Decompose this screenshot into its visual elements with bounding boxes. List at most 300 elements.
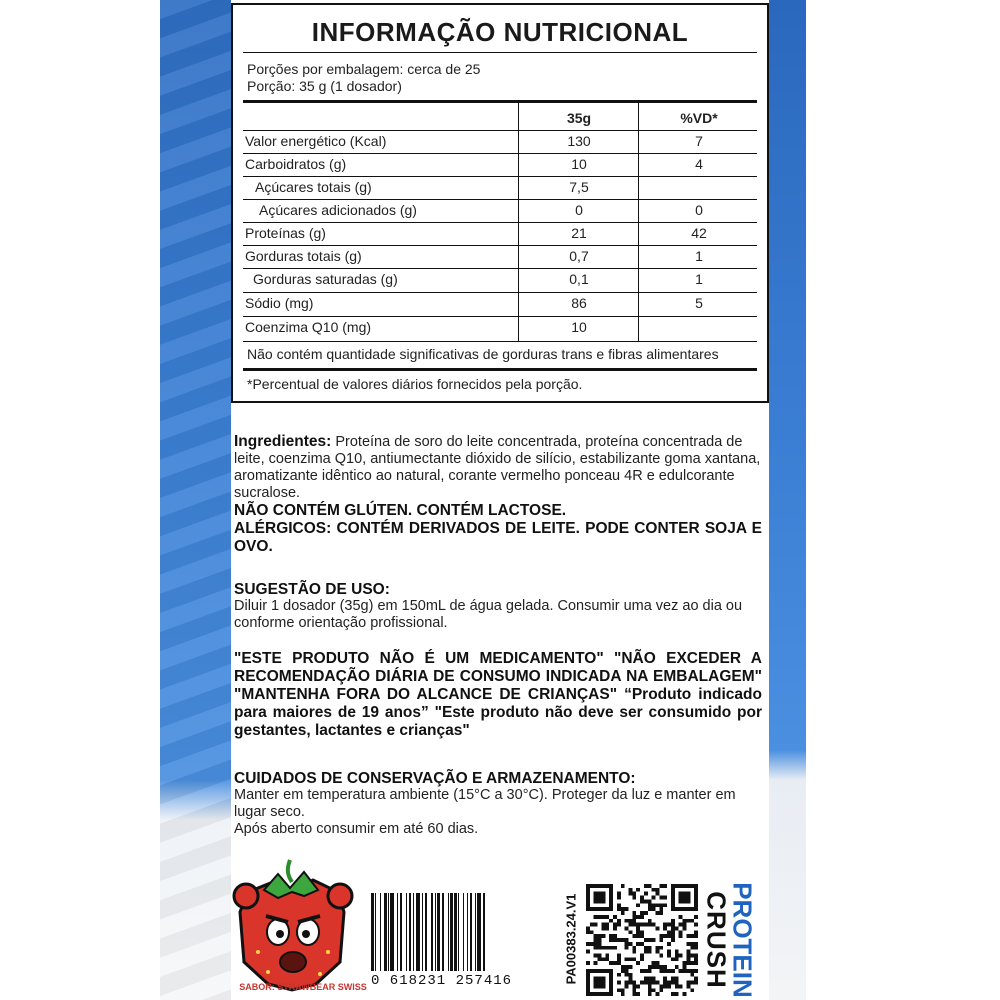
ingredients-text: Proteína de soro do leite concentrada, proteína concentrada de leite, coenzima Q10, antiumectante dióxido de silício, estabilizante goma xantana, aromatizante idêntico ao natural, corante vermelho ponceau 4R e edulcorante sucralose. [234, 434, 761, 501]
row-divider [243, 292, 757, 293]
row-divider [243, 130, 757, 131]
qr-module [648, 946, 652, 950]
servings-per-package: Porções por embalagem: cerca de 25 [247, 61, 481, 77]
qr-module [613, 938, 617, 942]
qr-module [690, 946, 694, 950]
qr-module [640, 954, 644, 958]
qr-module [609, 919, 613, 923]
column-header-dv: %VD* [680, 110, 718, 126]
brand-line-1: PROTEIN [727, 882, 758, 998]
qr-module [613, 915, 617, 919]
qr-module [648, 981, 652, 985]
qr-module [683, 961, 687, 965]
qr-module [644, 981, 648, 985]
row-label: Proteínas (g) [245, 225, 326, 241]
row-divider [243, 153, 757, 154]
barcode-bar [483, 893, 486, 971]
qr-module [617, 981, 621, 985]
qr-module [609, 961, 613, 965]
qr-module [644, 938, 648, 942]
qr-module [625, 965, 629, 969]
qr-module [644, 923, 648, 927]
qr-module [671, 923, 675, 927]
qr-module [686, 984, 690, 988]
qr-module [632, 992, 636, 996]
qr-module [690, 934, 694, 938]
qr-module [656, 981, 660, 985]
qr-module [675, 992, 679, 996]
strawberry-bear-mascot [228, 852, 358, 1000]
qr-module [652, 923, 656, 927]
qr-module [625, 946, 629, 950]
qr-module [628, 923, 632, 927]
qr-module [679, 969, 683, 973]
qr-module [632, 923, 636, 927]
qr-module [621, 988, 625, 992]
qr-module [640, 915, 644, 919]
row-dv: 42 [691, 225, 707, 241]
qr-module [636, 926, 640, 930]
qr-module [686, 919, 690, 923]
qr-module [659, 907, 663, 911]
qr-module [690, 919, 694, 923]
qr-module [663, 923, 667, 927]
qr-module [675, 954, 679, 958]
qr-module [686, 969, 690, 973]
qr-module [694, 969, 698, 973]
qr-module [594, 915, 598, 919]
qr-module [640, 942, 644, 946]
gluten-lactose-statement: NÃO CONTÉM GLÚTEN. CONTÉM LACTOSE. [234, 502, 567, 519]
nutrition-title: INFORMAÇÃO NUTRICIONAL [311, 17, 689, 47]
qr-module [601, 923, 605, 927]
qr-module [683, 926, 687, 930]
qr-module [675, 965, 679, 969]
qr-module [632, 984, 636, 988]
qr-module [632, 988, 636, 992]
qr-module [640, 969, 644, 973]
qr-module [679, 954, 683, 958]
column-header-amount: 35g [566, 110, 592, 126]
qr-module [683, 969, 687, 973]
qr-module [679, 915, 683, 919]
qr-module [621, 938, 625, 942]
qr-module [648, 969, 652, 973]
barcode [371, 893, 561, 999]
qr-module [663, 981, 667, 985]
qr-module [671, 930, 675, 934]
qr-module [609, 934, 613, 938]
qr-module [632, 946, 636, 950]
qr-module [644, 977, 648, 981]
qr-module [628, 957, 632, 961]
qr-module [632, 892, 636, 896]
qr-module [659, 965, 663, 969]
row-divider [243, 316, 757, 317]
qr-module [667, 923, 671, 927]
row-amount: 86 [571, 295, 587, 311]
qr-module [690, 954, 694, 958]
thick-divider [243, 100, 757, 103]
qr-module [656, 946, 660, 950]
qr-module [671, 977, 675, 981]
barcode-number: 0 618231 257416 [371, 973, 513, 989]
qr-module [648, 919, 652, 923]
qr-module [594, 923, 598, 927]
qr-module [632, 934, 636, 938]
qr-module [644, 946, 648, 950]
qr-module [594, 934, 598, 938]
qr-module [625, 981, 629, 985]
qr-finder-core [679, 892, 691, 904]
qr-module [671, 981, 675, 985]
qr-module [659, 896, 663, 900]
qr-module [617, 954, 621, 958]
qr-module [586, 950, 590, 954]
qr-module [621, 911, 625, 915]
qr-module [690, 961, 694, 965]
row-divider [243, 222, 757, 223]
qr-finder-core [594, 977, 606, 989]
qr-module [605, 957, 609, 961]
qr-module [640, 923, 644, 927]
ingredients-block [234, 433, 762, 556]
qr-module [675, 926, 679, 930]
qr-module [601, 957, 605, 961]
qr-module [594, 942, 598, 946]
qr-module [686, 934, 690, 938]
qr-module [632, 981, 636, 985]
row-amount: 0 [575, 202, 583, 218]
qr-module [636, 915, 640, 919]
qr-module [621, 992, 625, 996]
row-dv: 7 [695, 133, 703, 149]
row-divider [243, 176, 757, 177]
qr-module [640, 899, 644, 903]
qr-module [598, 954, 602, 958]
package-left-edge [160, 0, 232, 1000]
row-dv: 5 [695, 295, 703, 311]
qr-module [694, 954, 698, 958]
qr-module [686, 954, 690, 958]
qr-module [628, 919, 632, 923]
qr-module [628, 888, 632, 892]
qr-module [667, 969, 671, 973]
qr-module [663, 884, 667, 888]
row-label: Carboidratos (g) [245, 156, 347, 172]
divider [243, 52, 757, 53]
thick-divider [243, 368, 757, 371]
qr-module [628, 973, 632, 977]
qr-module [675, 950, 679, 954]
qr-module [659, 938, 663, 942]
qr-module [659, 946, 663, 950]
qr-module [628, 981, 632, 985]
qr-module [636, 923, 640, 927]
qr-module [659, 903, 663, 907]
qr-module [648, 923, 652, 927]
qr-module [609, 946, 613, 950]
qr-module [644, 950, 648, 954]
allergen-statement: ALÉRGICOS: CONTÉM DERIVADOS DE LEITE. PODE CONTER SOJA E OVO. [234, 520, 762, 555]
qr-module [671, 926, 675, 930]
qr-module [671, 919, 675, 923]
qr-module [659, 934, 663, 938]
qr-module [636, 992, 640, 996]
nutrition-table [231, 3, 769, 403]
ingredients-label: Ingredientes: [234, 433, 332, 450]
qr-module [617, 923, 621, 927]
row-label: Açúcares adicionados (g) [259, 202, 417, 218]
qr-module [644, 884, 648, 888]
qr-module [690, 973, 694, 977]
qr-module [663, 896, 667, 900]
qr-module [594, 954, 598, 958]
lot-code [560, 880, 582, 998]
qr-module [640, 981, 644, 985]
qr-module [648, 977, 652, 981]
qr-module [648, 988, 652, 992]
qr-module [617, 961, 621, 965]
usage-block [234, 581, 762, 632]
barcode-bars [371, 893, 561, 971]
row-divider [243, 199, 757, 200]
qr-module [648, 984, 652, 988]
qr-module [617, 957, 621, 961]
row-dv: 1 [695, 248, 703, 264]
qr-module [679, 923, 683, 927]
qr-module [617, 938, 621, 942]
qr-module [663, 969, 667, 973]
qr-module [644, 899, 648, 903]
qr-module [671, 957, 675, 961]
qr-module [694, 915, 698, 919]
qr-module [648, 903, 652, 907]
qr-module [683, 923, 687, 927]
qr-module [625, 973, 629, 977]
qr-module [632, 896, 636, 900]
qr-module [632, 950, 636, 954]
serving-size: Porção: 35 g (1 dosador) [247, 78, 402, 94]
qr-module [636, 930, 640, 934]
qr-module [632, 911, 636, 915]
qr-module [683, 965, 687, 969]
qr-module [621, 884, 625, 888]
qr-module [636, 934, 640, 938]
qr-module [617, 988, 621, 992]
qr-module [636, 942, 640, 946]
qr-module [644, 969, 648, 973]
qr-module [617, 973, 621, 977]
storage-shelf-life: Após aberto consumir em até 60 dias. [234, 821, 479, 837]
qr-module [656, 961, 660, 965]
qr-module [671, 969, 675, 973]
package-right-edge [768, 0, 806, 1000]
qr-module [648, 992, 652, 996]
qr-module [644, 892, 648, 896]
qr-module [617, 919, 621, 923]
qr-module [671, 992, 675, 996]
row-label: Coenzima Q10 (mg) [245, 319, 372, 335]
qr-module [686, 942, 690, 946]
brand-logo [700, 880, 770, 1000]
lot-code-text: PA00383.24.V1 [563, 893, 579, 985]
row-dv: 0 [695, 202, 703, 218]
qr-module [632, 957, 636, 961]
qr-module [663, 934, 667, 938]
qr-module [667, 981, 671, 985]
qr-module [625, 957, 629, 961]
qr-module [648, 884, 652, 888]
qr-module [679, 930, 683, 934]
qr-module [601, 926, 605, 930]
qr-module [613, 946, 617, 950]
qr-code[interactable] [586, 884, 698, 996]
qr-module [598, 934, 602, 938]
qr-module [605, 926, 609, 930]
qr-module [656, 950, 660, 954]
qr-module [659, 984, 663, 988]
qr-module [690, 988, 694, 992]
qr-module [663, 903, 667, 907]
qr-module [648, 938, 652, 942]
qr-module [671, 934, 675, 938]
qr-module [636, 888, 640, 892]
qr-module [598, 915, 602, 919]
qr-module [636, 984, 640, 988]
qr-module [601, 934, 605, 938]
qr-module [605, 923, 609, 927]
qr-module [694, 977, 698, 981]
qr-module [652, 981, 656, 985]
row-label: Valor energético (Kcal) [245, 133, 387, 149]
row-amount: 21 [571, 225, 587, 241]
qr-module [663, 926, 667, 930]
qr-module [640, 911, 644, 915]
qr-module [586, 942, 590, 946]
row-dv: 4 [695, 156, 703, 172]
qr-module [663, 965, 667, 969]
qr-module [590, 930, 594, 934]
row-divider [243, 341, 757, 342]
qr-module [686, 957, 690, 961]
qr-module [648, 950, 652, 954]
qr-module [594, 961, 598, 965]
qr-module [694, 934, 698, 938]
qr-module [640, 957, 644, 961]
usage-text: Diluir 1 dosador (35g) em 150mL de água gelada. Consumir uma vez ao dia ou conforme orientação profissional. [234, 598, 743, 631]
qr-module [609, 938, 613, 942]
qr-module [601, 946, 605, 950]
qr-module [628, 942, 632, 946]
qr-module [640, 930, 644, 934]
qr-module [652, 977, 656, 981]
row-dv: 1 [695, 271, 703, 287]
qr-module [625, 942, 629, 946]
qr-module [694, 930, 698, 934]
qr-module [659, 988, 663, 992]
qr-module [628, 977, 632, 981]
row-label: Gorduras saturadas (g) [253, 271, 398, 287]
qr-module [598, 946, 602, 950]
qr-module [667, 942, 671, 946]
qr-module [652, 907, 656, 911]
qr-module [675, 984, 679, 988]
row-divider [243, 268, 757, 269]
trans-fat-note: Não contém quantidade significativas de gorduras trans e fibras alimentares [247, 346, 719, 362]
qr-module [659, 911, 663, 915]
qr-module [636, 903, 640, 907]
qr-module [679, 934, 683, 938]
qr-module [675, 957, 679, 961]
qr-module [628, 930, 632, 934]
qr-module [605, 915, 609, 919]
qr-module [586, 961, 590, 965]
qr-module [625, 938, 629, 942]
qr-module [690, 969, 694, 973]
qr-module [652, 988, 656, 992]
qr-module [621, 969, 625, 973]
row-amount: 7,5 [569, 179, 589, 195]
qr-module [594, 946, 598, 950]
qr-module [617, 903, 621, 907]
qr-module [686, 961, 690, 965]
qr-module [598, 942, 602, 946]
qr-module [621, 907, 625, 911]
qr-module [694, 957, 698, 961]
usage-heading: SUGESTÃO DE USO: [234, 581, 390, 598]
qr-module [659, 954, 663, 958]
qr-module [640, 896, 644, 900]
row-label: Açúcares totais (g) [255, 179, 372, 195]
qr-module [656, 888, 660, 892]
qr-module [694, 923, 698, 927]
qr-module [640, 934, 644, 938]
warning-statement: "ESTE PRODUTO NÃO É UM MEDICAMENTO" "NÃO EXCEDER A RECOMENDAÇÃO DIÁRIA DE CONSUMO INDICADA NA EMBALAGEM" "MANTENHA FORA DO ALCANCE DE CRIANÇAS" “Produto indicado para maiores de 19 anos” "Este produto não deve ser consumido por gestantes, lactantes e crianças" [234, 650, 762, 739]
qr-module [667, 950, 671, 954]
flavor-label: SABOR: STRAWBEAR SWISS [239, 982, 367, 992]
qr-module [644, 911, 648, 915]
qr-module [652, 961, 656, 965]
qr-module [613, 926, 617, 930]
qr-module [694, 942, 698, 946]
qr-module [690, 942, 694, 946]
dv-footnote: *Percentual de valores diários fornecidos pela porção. [247, 376, 583, 392]
qr-module [632, 915, 636, 919]
qr-finder-core [594, 892, 606, 904]
qr-module [594, 938, 598, 942]
qr-module [598, 957, 602, 961]
qr-module [659, 884, 663, 888]
row-label: Sódio (mg) [245, 295, 314, 311]
qr-module [683, 919, 687, 923]
row-amount: 0,1 [569, 271, 589, 287]
qr-module [667, 930, 671, 934]
qr-module [679, 984, 683, 988]
storage-heading: CUIDADOS DE CONSERVAÇÃO E ARMAZENAMENTO: [234, 770, 636, 787]
qr-module [586, 926, 590, 930]
qr-module [652, 896, 656, 900]
storage-text: Manter em temperatura ambiente (15°C a 30°C). Proteger da luz e manter em lugar seco. [234, 787, 736, 820]
qr-module [667, 934, 671, 938]
qr-module [652, 938, 656, 942]
qr-module [663, 977, 667, 981]
qr-module [586, 930, 590, 934]
qr-module [636, 961, 640, 965]
storage-block [234, 770, 762, 838]
qr-module [652, 903, 656, 907]
row-amount: 130 [567, 133, 591, 149]
